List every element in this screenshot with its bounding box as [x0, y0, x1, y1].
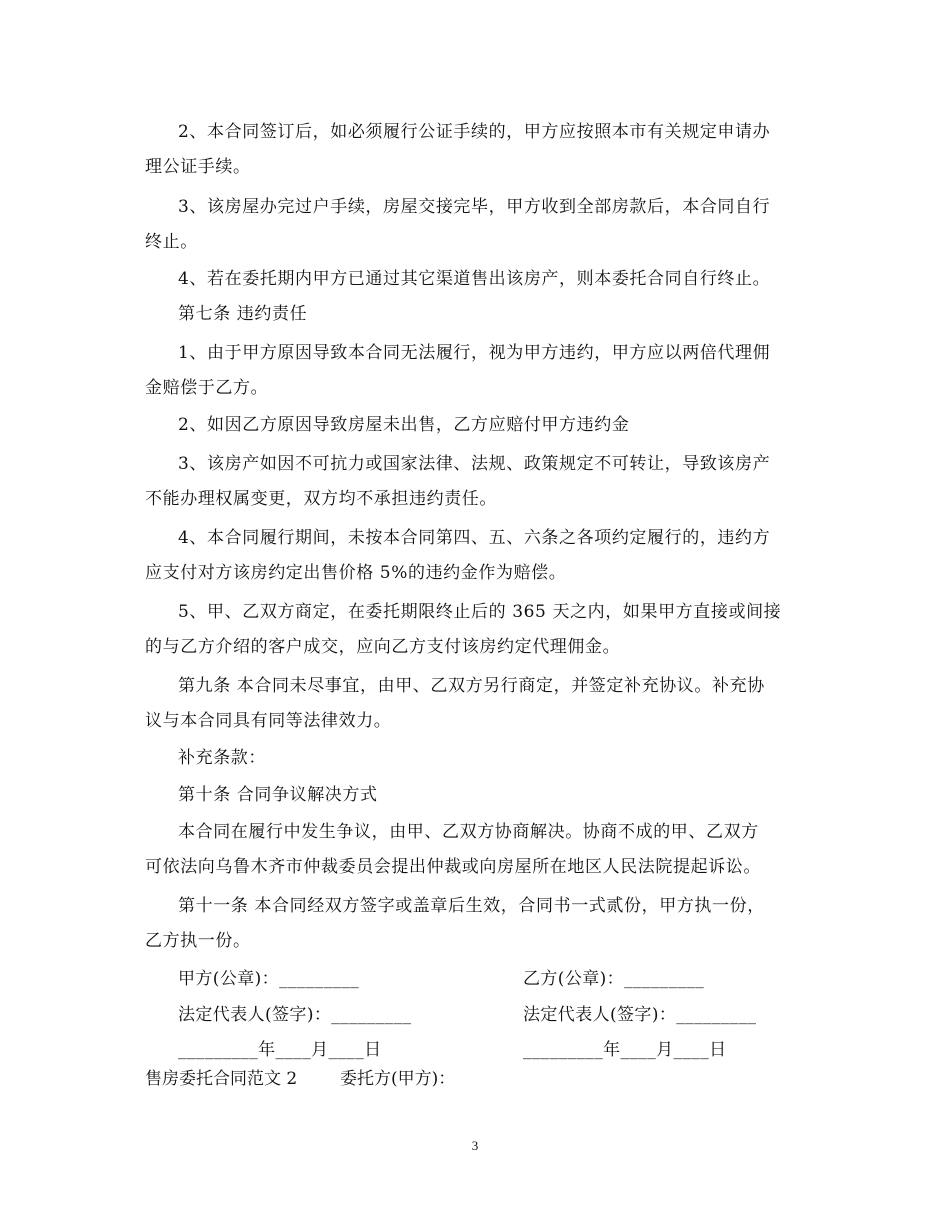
party-a-representative: 法定代表人(签字)：_________	[178, 1005, 412, 1025]
section-heading: 第七条 违约责任	[178, 304, 308, 324]
next-document-title: 售房委托合同范文 2	[145, 1069, 298, 1089]
clause-line: 2、本合同签订后，如必须履行公证手续的，甲方应按照本市有关规定申请办	[178, 122, 771, 142]
party-b-seal: 乙方(公章)：_________	[523, 969, 705, 989]
clause-line: 的与乙方介绍的客户成交，应向乙方支付该房约定代理佣金。	[145, 637, 621, 657]
clause-line: 金赔偿于乙方。	[145, 378, 269, 398]
clause-line: 应支付对方该房约定出售价格 5%的违约金作为赔偿。	[145, 563, 567, 583]
clause-line: 3、该房产如因不可抗力或国家法律、法规、政策规定不可转让，导致该房产	[178, 454, 771, 474]
clause-line: 第九条 本合同未尽事宜，由甲、乙双方另行商定，并签定补充协议。补充协	[178, 676, 765, 696]
clause-line: 4、若在委托期内甲方已通过其它渠道售出该房产，则本委托合同自行终止。	[178, 269, 771, 289]
page-number: 3	[471, 1138, 479, 1153]
party-a-seal: 甲方(公章)：_________	[178, 969, 360, 989]
party-a-date: _________年____月____日	[178, 1040, 382, 1060]
clause-line: 5、甲、乙双方商定，在委托期限终止后的 365 天之内，如果甲方直接或间接	[178, 602, 782, 622]
party-b-representative: 法定代表人(签字)：_________	[523, 1005, 757, 1025]
clause-line: 可依法向乌鲁木齐市仲裁委员会提出仲裁或向房屋所在地区人民法院提起诉讼。	[145, 857, 761, 877]
clause-line: 2、如因乙方原因导致房屋未出售，乙方应赔付甲方违约金	[178, 415, 630, 435]
clause-line: 乙方执一份。	[145, 931, 251, 951]
clause-line: 理公证手续。	[145, 157, 251, 177]
section-heading: 补充条款：	[178, 748, 266, 768]
client-label: 委托方(甲方)：	[340, 1069, 456, 1089]
clause-line: 3、该房屋办完过户手续，房屋交接完毕，甲方收到全部房款后，本合同自行	[178, 197, 771, 217]
clause-line: 不能办理权属变更，双方均不承担违约责任。	[145, 489, 497, 509]
section-heading: 第十条 合同争议解决方式	[178, 785, 378, 805]
clause-line: 本合同在履行中发生争议，由甲、乙双方协商解决。协商不成的甲、乙双方	[178, 822, 759, 842]
clause-line: 议与本合同具有同等法律效力。	[145, 711, 392, 731]
party-b-date: _________年____月____日	[523, 1040, 727, 1060]
clause-line: 第十一条 本合同经双方签字或盖章后生效，合同书一式贰份，甲方执一份，	[178, 896, 765, 916]
clause-line: 终止。	[145, 232, 198, 252]
clause-line: 1、由于甲方原因导致本合同无法履行，视为甲方违约，甲方应以两倍代理佣	[178, 343, 771, 363]
clause-line: 4、本合同履行期间，未按本合同第四、五、六条之各项约定履行的，违约方	[178, 528, 771, 548]
